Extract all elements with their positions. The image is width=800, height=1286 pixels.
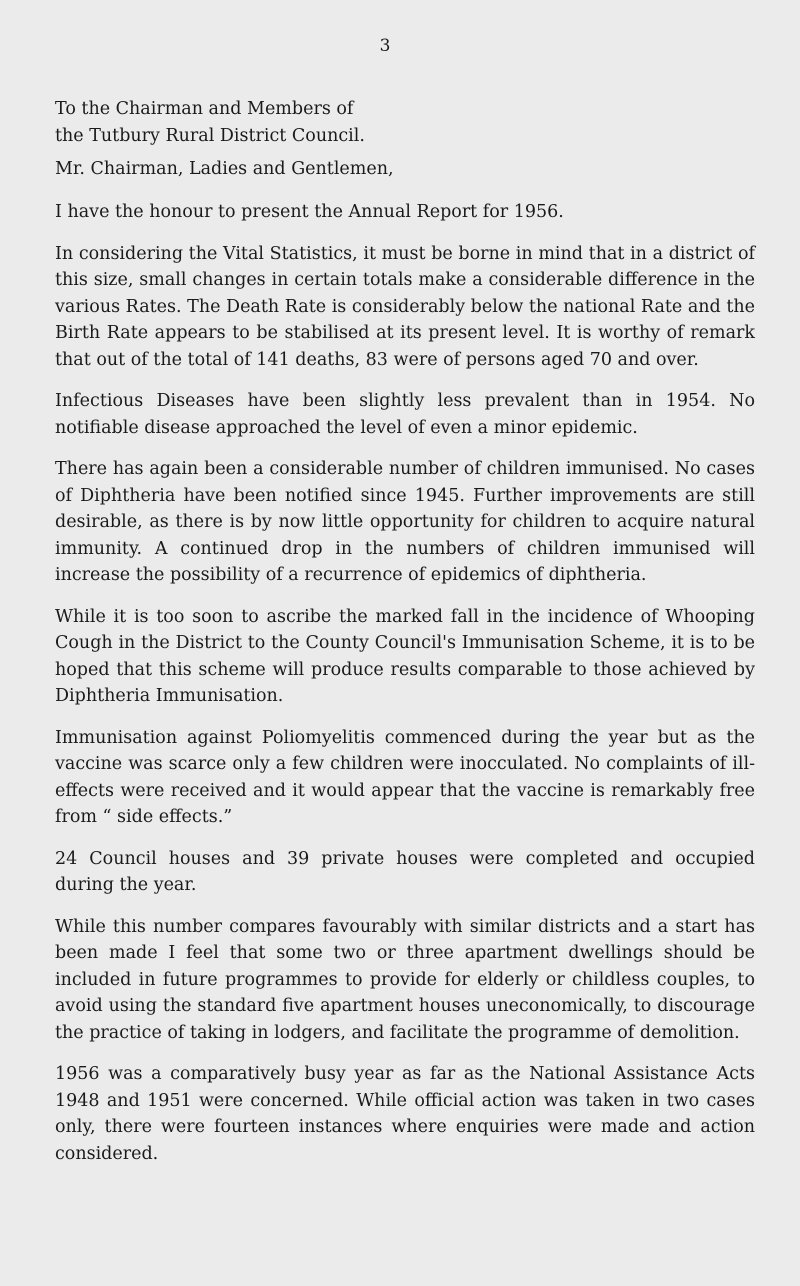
paragraph-annual-report: I have the honour to present the Annual Report for 1956. bbox=[55, 202, 564, 222]
addressee-line-2: the Tutbury Rural District Council. bbox=[55, 125, 365, 146]
paragraph-infectious-diseases: Infectious Diseases have been slightly less prevalent than in 1954. No notifiable disease approached the level of even a minor epidemic. bbox=[55, 391, 755, 438]
report-body bbox=[55, 199, 755, 1182]
paragraph-national-assistance: 1956 was a comparatively busy year as far as the National Assistance Acts 1948 and 1951 were concerned. While official action was taken in two cases only, there were fourteen instances where enquiries were made and action considered. bbox=[55, 1064, 755, 1164]
addressee bbox=[55, 96, 755, 149]
paragraph-housing-completed: 24 Council houses and 39 private houses were completed and occupied during the year. bbox=[55, 848, 755, 895]
paragraph-housing-programme: While this number compares favourably with similar districts and a start has been made I feel that some two or three apartment dwellings should be included in future programmes to provide for elderly or childless couples, to avoid using the standard five apartment houses uneconomically, to discourage the practice of taking in lodgers, and facilitate the programme of demolition. bbox=[55, 916, 755, 1043]
paragraph-poliomyelitis: Immunisation against Poliomyelitis commenced during the year but as the vaccine was scarce only a few children were inocculated. No complaints of ill-effects were received and it would appear that the vaccine is remarkably free from “ side effects.” bbox=[55, 727, 755, 827]
paragraph-immunisation: There has again been a considerable number of children immunised. No cases of Diphtheria have been notified since 1945. Further improvements are still desirable, as there is by now little opportunity for children to acquire natural immunity. A continued drop in the numbers of children immunised will increase the possibility of a recurrence of epidemics of diphtheria. bbox=[55, 459, 755, 585]
paragraph-vital-statistics: In considering the Vital Statistics, it must be borne in mind that in a district of this size, small changes in certain totals make a considerable difference in the various Rates. The Death Rate is considerably below the national Rate and the Birth Rate appears to be stabilised at its present level. It is worthy of remark that out of the total of 141 deaths, 83 were of persons aged 70 and over. bbox=[55, 243, 755, 370]
page-number: 3 bbox=[379, 36, 391, 56]
paragraph-whooping-cough: While it is too soon to ascribe the marked fall in the incidence of Whooping Cough in the District to the County Council's Immunisation Scheme, it is to be hoped that this scheme will produce results comparable to those achieved by Diphtheria Immunisation. bbox=[55, 606, 755, 706]
addressee-line-1: To the Chairman and Members of bbox=[55, 99, 354, 119]
salutation: Mr. Chairman, Ladies and Gentlemen, bbox=[55, 159, 394, 179]
